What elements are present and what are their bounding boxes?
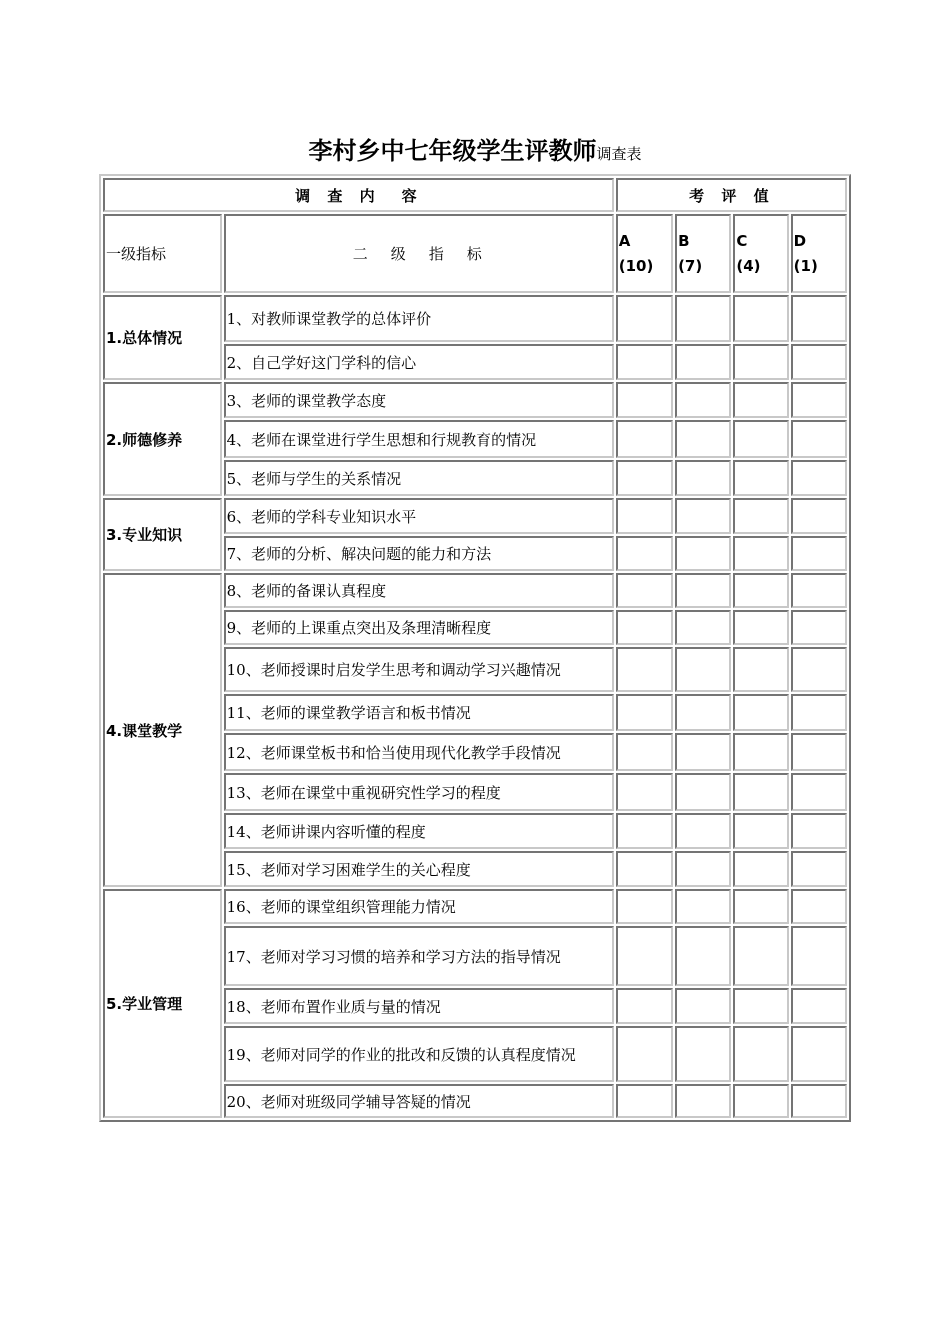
- score-cell-c[interactable]: [733, 1026, 788, 1082]
- score-cell-d[interactable]: [791, 460, 847, 496]
- table-row: [103, 498, 847, 534]
- score-cell-d[interactable]: [791, 889, 847, 924]
- level2-item: 17、老师对学习习惯的培养和学习方法的指导情况: [224, 926, 614, 986]
- score-cell-d[interactable]: [791, 382, 847, 418]
- level2-item: 7、老师的分析、解决问题的能力和方法: [224, 536, 614, 571]
- header-level2: 二 级 指 标: [224, 214, 614, 293]
- score-cell-c[interactable]: [733, 926, 788, 986]
- score-cell-d[interactable]: [791, 610, 847, 645]
- score-cell-b[interactable]: [675, 1084, 731, 1118]
- score-cell-d[interactable]: [791, 813, 847, 849]
- score-cell-b[interactable]: [675, 647, 731, 692]
- score-cell-a[interactable]: [616, 889, 673, 924]
- level2-item: 20、老师对班级同学辅导答疑的情况: [224, 1084, 614, 1118]
- score-cell-d[interactable]: [791, 694, 847, 731]
- level2-item: 13、老师在课堂中重视研究性学习的程度: [224, 773, 614, 811]
- grade-points: (10): [618, 256, 654, 275]
- score-cell-c[interactable]: [733, 536, 788, 571]
- score-cell-a[interactable]: [616, 1084, 673, 1118]
- score-cell-a[interactable]: [616, 733, 673, 771]
- grade-b-header: [675, 214, 731, 293]
- level2-item: 5、老师与学生的关系情况: [224, 460, 614, 496]
- score-cell-a[interactable]: [616, 773, 673, 811]
- score-cell-d[interactable]: [791, 926, 847, 986]
- title-main: 李村乡中七年级学生评教师: [308, 137, 597, 165]
- survey-table: [99, 174, 851, 1122]
- level2-item: 12、老师课堂板书和恰当使用现代化教学手段情况: [224, 733, 614, 771]
- level2-item: 11、老师的课堂教学语言和板书情况: [224, 694, 614, 731]
- score-cell-c[interactable]: [733, 498, 788, 534]
- score-cell-b[interactable]: [675, 498, 731, 534]
- score-cell-c[interactable]: [733, 889, 788, 924]
- score-cell-b[interactable]: [675, 344, 731, 380]
- score-cell-a[interactable]: [616, 344, 673, 380]
- score-cell-d[interactable]: [791, 295, 847, 342]
- level1-category: 2.师德修养: [103, 382, 222, 496]
- grade-points: (1): [793, 256, 818, 275]
- page-title: [0, 131, 950, 166]
- score-cell-a[interactable]: [616, 851, 673, 887]
- score-cell-d[interactable]: [791, 420, 847, 458]
- score-cell-c[interactable]: [733, 610, 788, 645]
- score-cell-b[interactable]: [675, 813, 731, 849]
- header-content: 调 查 内 容: [103, 178, 614, 212]
- level2-item: 1、对教师课堂教学的总体评价: [224, 295, 614, 342]
- score-cell-b[interactable]: [675, 420, 731, 458]
- score-cell-b[interactable]: [675, 988, 731, 1024]
- level1-category: 5.学业管理: [103, 889, 222, 1118]
- grade-letter: D: [793, 231, 807, 250]
- score-cell-a[interactable]: [616, 382, 673, 418]
- level2-item: 10、老师授课时启发学生思考和调动学习兴趣情况: [224, 647, 614, 692]
- score-cell-d[interactable]: [791, 536, 847, 571]
- grade-points: (7): [678, 256, 703, 275]
- score-cell-b[interactable]: [675, 536, 731, 571]
- score-cell-a[interactable]: [616, 1026, 673, 1082]
- score-cell-a[interactable]: [616, 498, 673, 534]
- score-cell-b[interactable]: [675, 295, 731, 342]
- score-cell-c[interactable]: [733, 694, 788, 731]
- score-cell-b[interactable]: [675, 733, 731, 771]
- score-cell-c[interactable]: [733, 573, 788, 608]
- grade-letter: C: [736, 231, 748, 250]
- table-row: [103, 573, 847, 608]
- grade-c-header: [733, 214, 788, 293]
- score-cell-a[interactable]: [616, 295, 673, 342]
- score-cell-a[interactable]: [616, 420, 673, 458]
- score-cell-d[interactable]: [791, 498, 847, 534]
- score-cell-c[interactable]: [733, 382, 788, 418]
- score-cell-c[interactable]: [733, 460, 788, 496]
- score-cell-a[interactable]: [616, 647, 673, 692]
- level2-item: 4、老师在课堂进行学生思想和行规教育的情况: [224, 420, 614, 458]
- grade-letter: B: [678, 231, 690, 250]
- score-cell-b[interactable]: [675, 851, 731, 887]
- header-score: 考 评 值: [616, 178, 847, 212]
- score-cell-c[interactable]: [733, 344, 788, 380]
- level1-category: 3.专业知识: [103, 498, 222, 571]
- score-cell-c[interactable]: [733, 813, 788, 849]
- score-cell-b[interactable]: [675, 382, 731, 418]
- score-cell-b[interactable]: [675, 610, 731, 645]
- title-sub: 调查表: [596, 145, 642, 163]
- score-cell-a[interactable]: [616, 926, 673, 986]
- score-cell-a[interactable]: [616, 610, 673, 645]
- score-cell-a[interactable]: [616, 988, 673, 1024]
- score-cell-b[interactable]: [675, 573, 731, 608]
- level2-item: 8、老师的备课认真程度: [224, 573, 614, 608]
- score-cell-d[interactable]: [791, 773, 847, 811]
- score-cell-b[interactable]: [675, 926, 731, 986]
- level2-item: 2、自己学好这门学科的信心: [224, 344, 614, 380]
- table-row: [103, 295, 847, 342]
- score-cell-c[interactable]: [733, 295, 788, 342]
- score-cell-c[interactable]: [733, 851, 788, 887]
- score-cell-a[interactable]: [616, 536, 673, 571]
- score-cell-d[interactable]: [791, 647, 847, 692]
- score-cell-d[interactable]: [791, 988, 847, 1024]
- score-cell-d[interactable]: [791, 1084, 847, 1118]
- level2-item: 15、老师对学习困难学生的关心程度: [224, 851, 614, 887]
- header-row-1: [103, 178, 847, 212]
- grade-letter: A: [618, 231, 631, 250]
- score-cell-d[interactable]: [791, 344, 847, 380]
- score-cell-c[interactable]: [733, 733, 788, 771]
- score-cell-d[interactable]: [791, 573, 847, 608]
- level2-item: 16、老师的课堂组织管理能力情况: [224, 889, 614, 924]
- score-cell-a[interactable]: [616, 573, 673, 608]
- score-cell-a[interactable]: [616, 813, 673, 849]
- score-cell-c[interactable]: [733, 773, 788, 811]
- score-cell-c[interactable]: [733, 647, 788, 692]
- score-cell-b[interactable]: [675, 694, 731, 731]
- score-cell-a[interactable]: [616, 460, 673, 496]
- score-cell-d[interactable]: [791, 733, 847, 771]
- header-level1: 一级指标: [103, 214, 222, 293]
- score-cell-b[interactable]: [675, 460, 731, 496]
- level2-item: 14、老师讲课内容听懂的程度: [224, 813, 614, 849]
- score-cell-a[interactable]: [616, 694, 673, 731]
- level2-item: 18、老师布置作业质与量的情况: [224, 988, 614, 1024]
- header-row-2: [103, 214, 847, 293]
- level2-item: 3、老师的课堂教学态度: [224, 382, 614, 418]
- table-row: [103, 382, 847, 418]
- score-cell-c[interactable]: [733, 988, 788, 1024]
- score-cell-b[interactable]: [675, 889, 731, 924]
- score-cell-d[interactable]: [791, 1026, 847, 1082]
- table-row: [103, 889, 847, 924]
- score-cell-b[interactable]: [675, 773, 731, 811]
- score-cell-c[interactable]: [733, 420, 788, 458]
- level1-category: 1.总体情况: [103, 295, 222, 380]
- level2-item: 6、老师的学科专业知识水平: [224, 498, 614, 534]
- score-cell-c[interactable]: [733, 1084, 788, 1118]
- grade-points: (4): [736, 256, 761, 275]
- grade-a-header: [616, 214, 673, 293]
- level2-item: 9、老师的上课重点突出及条理清晰程度: [224, 610, 614, 645]
- level1-category: 4.课堂教学: [103, 573, 222, 887]
- score-cell-b[interactable]: [675, 1026, 731, 1082]
- score-cell-d[interactable]: [791, 851, 847, 887]
- level2-item: 19、老师对同学的作业的批改和反馈的认真程度情况: [224, 1026, 614, 1082]
- grade-d-header: [791, 214, 847, 293]
